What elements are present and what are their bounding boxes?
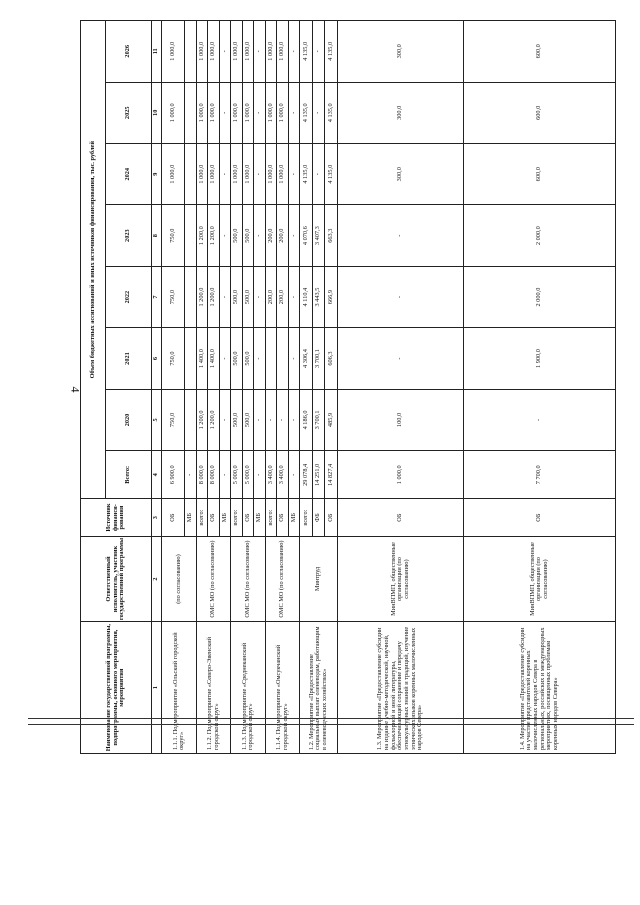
row-name: 1.4. Мероприятие «Предоставление субсидии на участие представителей коренных малочисленных народов Севера в региональных, российских и международных мероприятиях, посвященных проблемам коренных народов Севера»: [464, 622, 616, 754]
column-index: 11: [152, 21, 162, 83]
row-value: 1 000,0: [162, 82, 185, 143]
row-name: 1.1.1. Подмероприятие «Ольский городской округ»: [162, 622, 196, 754]
header-name: Наименование государственной программы, подпрограммы, основного мероприятия, мероприятия: [81, 622, 152, 754]
row-executor: МинВПМП, общественные организации (по согласованию): [337, 536, 463, 622]
row-value: 1 000,0: [277, 144, 288, 205]
row-value: 1 400,0: [196, 328, 207, 389]
row-value: 1 200,0: [208, 389, 219, 450]
row-total: 8 000,0: [208, 451, 219, 499]
row-source: всего:: [231, 499, 242, 536]
table-row: [162, 21, 185, 754]
row-value: -: [254, 328, 265, 389]
row-value: -: [277, 389, 288, 450]
column-index: 2: [152, 536, 162, 622]
row-total: 7 700,0: [464, 451, 616, 499]
row-source: ОБ: [325, 499, 338, 536]
row-value: 500,0: [231, 266, 242, 327]
row-value: 4 070,6: [300, 205, 313, 266]
row-value: 606,3: [325, 328, 338, 389]
row-value: 500,0: [242, 328, 253, 389]
row-value: -: [219, 21, 230, 83]
row-value: 1 000,0: [208, 21, 219, 83]
row-total: 14 827,4: [325, 451, 338, 499]
row-value: -: [288, 144, 299, 205]
row-total: -: [288, 451, 299, 499]
column-index: 9: [152, 144, 162, 205]
row-value: 1 000,0: [231, 82, 242, 143]
row-value: 300,0: [337, 82, 463, 143]
row-value: [185, 266, 196, 327]
row-value: 500,0: [231, 389, 242, 450]
row-value: -: [254, 266, 265, 327]
row-executor: (по согласованию): [162, 536, 196, 622]
row-value: 1 900,0: [464, 328, 616, 389]
row-value: [277, 328, 288, 389]
table-row: [265, 21, 276, 754]
row-executor: ОМС МО (по согласованию): [196, 536, 230, 622]
budget-table: [80, 20, 616, 754]
row-value: [185, 328, 196, 389]
column-index: 4: [152, 451, 162, 499]
row-value: 1 200,0: [196, 389, 207, 450]
row-value: 1 000,0: [231, 21, 242, 83]
table-row: [464, 21, 616, 754]
row-executor: ОМС МО (по согласованию): [231, 536, 265, 622]
column-index: 10: [152, 82, 162, 143]
row-executor: МинВПМП, общественные организации (по согласованию): [464, 536, 616, 622]
row-value: 500,0: [231, 328, 242, 389]
row-value: 663,3: [325, 205, 338, 266]
row-total: 6 900,0: [162, 451, 185, 499]
row-value: 4 306,4: [300, 328, 313, 389]
row-value: 200,0: [265, 205, 276, 266]
row-value: 4 135,0: [300, 144, 313, 205]
budget-table-rotated: [80, 20, 616, 754]
column-index: 7: [152, 266, 162, 327]
row-value: -: [337, 266, 463, 327]
row-value: 485,9: [325, 389, 338, 450]
row-value: 1 000,0: [208, 144, 219, 205]
header-year: 2020: [106, 389, 152, 450]
row-total: 1 000,0: [337, 451, 463, 499]
row-value: -: [312, 144, 325, 205]
row-value: 3 443,5: [312, 266, 325, 327]
row-value: 2 000,0: [464, 205, 616, 266]
row-value: 2 000,0: [464, 266, 616, 327]
header-total: Всего:: [106, 451, 152, 499]
column-index: 8: [152, 205, 162, 266]
row-source: ОБ: [277, 499, 288, 536]
column-index: 5: [152, 389, 162, 450]
row-source: МБ: [288, 499, 299, 536]
row-value: -: [254, 82, 265, 143]
header-year: 2023: [106, 205, 152, 266]
row-source: ОБ: [208, 499, 219, 536]
row-value: -: [219, 389, 230, 450]
row-value: 1 000,0: [242, 82, 253, 143]
row-name: 1.1.4. Подмероприятие «Омсукчанский городской округ»: [265, 622, 299, 754]
row-value: 1 000,0: [277, 82, 288, 143]
row-value: 1 200,0: [208, 205, 219, 266]
row-value: -: [219, 144, 230, 205]
row-value: 4 135,0: [300, 21, 313, 83]
row-value: 500,0: [242, 205, 253, 266]
table-row: [196, 21, 207, 754]
row-value: 100,0: [337, 389, 463, 450]
row-name: 1.1.3. Подмероприятие «Среднеканский городской округ»: [231, 622, 265, 754]
row-value: 1 000,0: [265, 144, 276, 205]
row-source: всего:: [265, 499, 276, 536]
row-total: -: [219, 451, 230, 499]
row-total: 29 078,4: [300, 451, 313, 499]
row-name: 1.3. Мероприятие «Предоставление субсидии на издание учебно-методической, научной, фольклорной и иной литературы, обеспечивающей сохранение и передачу этнокультурных знаний и традиций, изучение этнических языков коренных малочисленных народов Севера»: [337, 622, 463, 754]
row-total: 5 000,0: [231, 451, 242, 499]
scan-edge-line: [28, 724, 634, 725]
row-value: [185, 144, 196, 205]
row-value: -: [254, 21, 265, 83]
header-year: 2026: [106, 21, 152, 83]
row-value: 1 000,0: [265, 21, 276, 83]
row-source: всего:: [196, 499, 207, 536]
row-source: ОБ: [337, 499, 463, 536]
row-value: 750,0: [162, 328, 185, 389]
header-year: 2021: [106, 328, 152, 389]
row-value: 3 700,1: [312, 389, 325, 450]
row-value: -: [288, 328, 299, 389]
table-row: [337, 21, 463, 754]
row-value: 1 000,0: [242, 21, 253, 83]
row-value: 3 407,3: [312, 205, 325, 266]
row-value: 750,0: [162, 389, 185, 450]
row-value: 4 135,0: [325, 21, 338, 83]
row-value: 1 000,0: [277, 21, 288, 83]
row-value: 1 200,0: [196, 266, 207, 327]
row-value: 750,0: [162, 205, 185, 266]
header-source: Источник финанси-рования: [81, 499, 152, 536]
row-source: ФБ: [312, 499, 325, 536]
row-value: 4 110,4: [300, 266, 313, 327]
row-total: 5 000,0: [242, 451, 253, 499]
row-value: 200,0: [265, 266, 276, 327]
row-source: МБ: [254, 499, 265, 536]
row-value: [185, 389, 196, 450]
row-source: МБ: [185, 499, 196, 536]
row-value: [185, 82, 196, 143]
row-value: 300,0: [337, 144, 463, 205]
header-volume: Объем бюджетных ассигнований и иных источников финансирования, тыс. рублей: [81, 21, 106, 499]
row-value: 1 000,0: [196, 82, 207, 143]
row-value: 1 200,0: [208, 266, 219, 327]
header-executor: Ответственный исполнитель, участник государственной программы: [81, 536, 152, 622]
row-value: -: [312, 21, 325, 83]
row-value: -: [288, 205, 299, 266]
row-value: 1 000,0: [162, 21, 185, 83]
row-value: -: [337, 328, 463, 389]
row-value: 200,0: [277, 266, 288, 327]
header-year: 2024: [106, 144, 152, 205]
column-index: 1: [152, 622, 162, 754]
row-value: -: [288, 21, 299, 83]
row-source: всего:: [300, 499, 313, 536]
row-value: -: [219, 328, 230, 389]
row-total: -: [254, 451, 265, 499]
row-value: 1 000,0: [242, 144, 253, 205]
row-value: -: [219, 82, 230, 143]
row-value: 4 135,0: [300, 82, 313, 143]
scan-edge-line: [28, 718, 634, 719]
header-year: 2025: [106, 82, 152, 143]
header-year: 2022: [106, 266, 152, 327]
row-value: -: [254, 144, 265, 205]
row-total: 3 400,0: [277, 451, 288, 499]
row-value: 600,0: [464, 144, 616, 205]
row-value: 300,0: [337, 21, 463, 83]
row-source: ОБ: [242, 499, 253, 536]
row-value: -: [288, 389, 299, 450]
column-index: 3: [152, 499, 162, 536]
row-value: 1 000,0: [265, 82, 276, 143]
row-value: -: [254, 389, 265, 450]
row-value: [185, 205, 196, 266]
row-executor: Минтруд: [300, 536, 338, 622]
row-value: 500,0: [242, 389, 253, 450]
row-value: [185, 21, 196, 83]
row-value: 600,0: [464, 21, 616, 83]
row-value: -: [312, 82, 325, 143]
row-name: 1.2. Мероприятие «Предоставление социальных выплат оленеводам, работающим в оленеводческих хозяйствах»: [300, 622, 338, 754]
row-source: ОБ: [464, 499, 616, 536]
row-value: 3 700,1: [312, 328, 325, 389]
page-number: 4: [68, 386, 83, 393]
row-value: 4 135,0: [325, 82, 338, 143]
row-value: 1 000,0: [196, 144, 207, 205]
row-value: -: [265, 389, 276, 450]
row-total: -: [185, 451, 196, 499]
row-value: 1 400,0: [208, 328, 219, 389]
row-total: 3 400,0: [265, 451, 276, 499]
row-value: -: [288, 266, 299, 327]
row-executor: ОМС МО (по согласованию): [265, 536, 299, 622]
row-value: -: [254, 205, 265, 266]
row-value: 1 000,0: [162, 144, 185, 205]
row-value: -: [219, 266, 230, 327]
row-value: 200,0: [277, 205, 288, 266]
row-value: -: [219, 205, 230, 266]
row-value: [265, 328, 276, 389]
row-value: -: [288, 82, 299, 143]
row-value: 1 000,0: [231, 144, 242, 205]
table-row: [300, 21, 313, 754]
row-name: 1.1.2. Подмероприятие «Северо-Эвенский городской округ»: [196, 622, 230, 754]
row-value: 1 000,0: [196, 21, 207, 83]
row-value: 500,0: [242, 266, 253, 327]
row-source: ОБ: [162, 499, 185, 536]
row-value: 750,0: [162, 266, 185, 327]
row-source: МБ: [219, 499, 230, 536]
row-value: -: [337, 205, 463, 266]
table-row: [231, 21, 242, 754]
row-value: 600,0: [464, 82, 616, 143]
row-value: -: [464, 389, 616, 450]
row-value: 1 200,0: [196, 205, 207, 266]
row-total: 14 251,0: [312, 451, 325, 499]
row-value: 1 000,0: [208, 82, 219, 143]
column-index: 6: [152, 328, 162, 389]
row-value: 4 186,0: [300, 389, 313, 450]
row-value: 4 135,0: [325, 144, 338, 205]
row-total: 8 000,0: [196, 451, 207, 499]
row-value: 666,9: [325, 266, 338, 327]
row-value: 500,0: [231, 205, 242, 266]
